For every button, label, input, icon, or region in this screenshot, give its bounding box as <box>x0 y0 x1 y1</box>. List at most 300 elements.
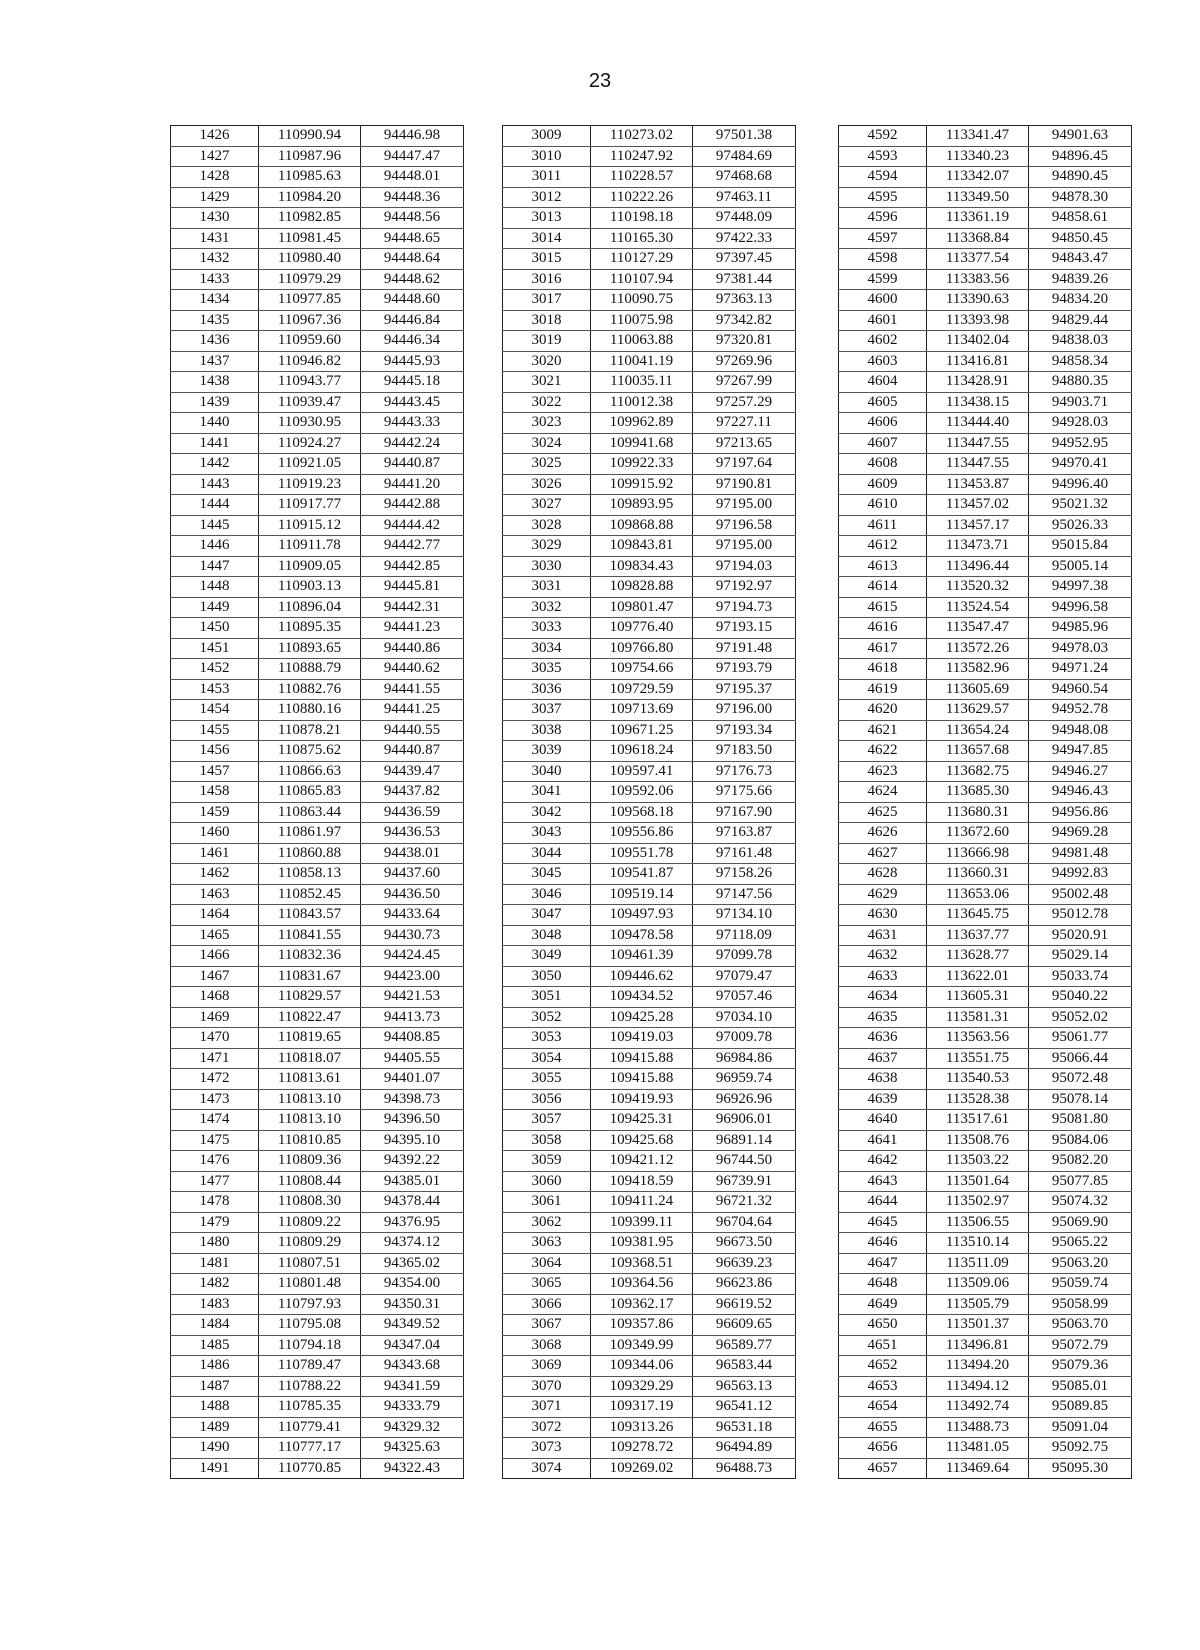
table-row <box>171 269 464 290</box>
y-coordinate-cell: 94948.08 <box>1029 720 1132 741</box>
x-coordinate-cell: 113341.47 <box>927 126 1029 147</box>
x-coordinate-cell: 110075.98 <box>591 310 693 331</box>
y-coordinate-cell: 94354.00 <box>361 1274 464 1295</box>
y-coordinate-cell: 94374.12 <box>361 1233 464 1254</box>
table-row <box>503 1438 796 1459</box>
y-coordinate-cell: 95059.74 <box>1029 1274 1132 1295</box>
y-coordinate-cell: 97194.73 <box>693 597 796 618</box>
table-row <box>171 1274 464 1295</box>
point-number-cell: 1454 <box>171 700 259 721</box>
point-number-cell: 1456 <box>171 741 259 762</box>
y-coordinate-cell: 94439.47 <box>361 761 464 782</box>
y-coordinate-cell: 94946.27 <box>1029 761 1132 782</box>
point-number-cell: 3067 <box>503 1315 591 1336</box>
y-coordinate-cell: 96926.96 <box>693 1089 796 1110</box>
y-coordinate-cell: 97118.09 <box>693 925 796 946</box>
x-coordinate-cell: 113572.26 <box>927 638 1029 659</box>
y-coordinate-cell: 95089.85 <box>1029 1397 1132 1418</box>
x-coordinate-cell: 109556.86 <box>591 823 693 844</box>
y-coordinate-cell: 97158.26 <box>693 864 796 885</box>
point-number-cell: 1474 <box>171 1110 259 1131</box>
point-number-cell: 3053 <box>503 1028 591 1049</box>
y-coordinate-cell: 94448.56 <box>361 208 464 229</box>
y-coordinate-cell: 94413.73 <box>361 1007 464 1028</box>
x-coordinate-cell: 113660.31 <box>927 864 1029 885</box>
x-coordinate-cell: 110921.05 <box>259 454 361 475</box>
y-coordinate-cell: 94981.48 <box>1029 843 1132 864</box>
y-coordinate-cell: 97468.68 <box>693 167 796 188</box>
x-coordinate-cell: 110946.82 <box>259 351 361 372</box>
table-row <box>171 515 464 536</box>
x-coordinate-cell: 109411.24 <box>591 1192 693 1213</box>
x-coordinate-cell: 109415.88 <box>591 1048 693 1069</box>
table-row <box>503 310 796 331</box>
y-coordinate-cell: 94442.85 <box>361 556 464 577</box>
table-row <box>171 392 464 413</box>
table-row <box>171 823 464 844</box>
table-row <box>171 1417 464 1438</box>
x-coordinate-cell: 113496.81 <box>927 1335 1029 1356</box>
x-coordinate-cell: 109313.26 <box>591 1417 693 1438</box>
table-row <box>839 208 1132 229</box>
table-row <box>839 1397 1132 1418</box>
point-number-cell: 3036 <box>503 679 591 700</box>
y-coordinate-cell: 96891.14 <box>693 1130 796 1151</box>
y-coordinate-cell: 95063.20 <box>1029 1253 1132 1274</box>
x-coordinate-cell: 109419.03 <box>591 1028 693 1049</box>
point-number-cell: 1445 <box>171 515 259 536</box>
point-number-cell: 4618 <box>839 659 927 680</box>
y-coordinate-cell: 97501.38 <box>693 126 796 147</box>
table-row <box>839 392 1132 413</box>
table-row <box>839 228 1132 249</box>
point-number-cell: 3064 <box>503 1253 591 1274</box>
point-number-cell: 4628 <box>839 864 927 885</box>
coordinate-table-1 <box>170 125 464 1479</box>
table-row <box>171 331 464 352</box>
y-coordinate-cell: 94421.53 <box>361 987 464 1008</box>
x-coordinate-cell: 113390.63 <box>927 290 1029 311</box>
x-coordinate-cell: 113551.75 <box>927 1048 1029 1069</box>
y-coordinate-cell: 94448.60 <box>361 290 464 311</box>
x-coordinate-cell: 110273.02 <box>591 126 693 147</box>
point-number-cell: 1486 <box>171 1356 259 1377</box>
point-number-cell: 4633 <box>839 966 927 987</box>
x-coordinate-cell: 113457.02 <box>927 495 1029 516</box>
point-number-cell: 3028 <box>503 515 591 536</box>
table-row <box>839 167 1132 188</box>
table-row <box>839 1069 1132 1090</box>
y-coordinate-cell: 96739.91 <box>693 1171 796 1192</box>
x-coordinate-cell: 110777.17 <box>259 1438 361 1459</box>
y-coordinate-cell: 97193.79 <box>693 659 796 680</box>
point-number-cell: 1487 <box>171 1376 259 1397</box>
x-coordinate-cell: 109461.39 <box>591 946 693 967</box>
x-coordinate-cell: 109541.87 <box>591 864 693 885</box>
point-number-cell: 4631 <box>839 925 927 946</box>
y-coordinate-cell: 96609.65 <box>693 1315 796 1336</box>
y-coordinate-cell: 94430.73 <box>361 925 464 946</box>
y-coordinate-cell: 94442.31 <box>361 597 464 618</box>
y-coordinate-cell: 94440.62 <box>361 659 464 680</box>
table-row <box>503 1048 796 1069</box>
x-coordinate-cell: 113393.98 <box>927 310 1029 331</box>
x-coordinate-cell: 113377.54 <box>927 249 1029 270</box>
point-number-cell: 3042 <box>503 802 591 823</box>
point-number-cell: 1482 <box>171 1274 259 1295</box>
table-row <box>503 1151 796 1172</box>
y-coordinate-cell: 95015.84 <box>1029 536 1132 557</box>
x-coordinate-cell: 110063.88 <box>591 331 693 352</box>
x-coordinate-cell: 110915.12 <box>259 515 361 536</box>
y-coordinate-cell: 97267.99 <box>693 372 796 393</box>
point-number-cell: 4612 <box>839 536 927 557</box>
table-row <box>839 372 1132 393</box>
y-coordinate-cell: 94441.55 <box>361 679 464 700</box>
table-row <box>839 843 1132 864</box>
point-number-cell: 3039 <box>503 741 591 762</box>
table-row <box>503 618 796 639</box>
y-coordinate-cell: 94858.34 <box>1029 351 1132 372</box>
point-number-cell: 1427 <box>171 146 259 167</box>
table-row <box>503 290 796 311</box>
table-row <box>171 843 464 864</box>
point-number-cell: 1443 <box>171 474 259 495</box>
point-number-cell: 4614 <box>839 577 927 598</box>
point-number-cell: 4626 <box>839 823 927 844</box>
y-coordinate-cell: 94437.82 <box>361 782 464 803</box>
table-row <box>839 905 1132 926</box>
x-coordinate-cell: 110819.65 <box>259 1028 361 1049</box>
x-coordinate-cell: 109425.28 <box>591 1007 693 1028</box>
table-row <box>503 249 796 270</box>
y-coordinate-cell: 97257.29 <box>693 392 796 413</box>
point-number-cell: 1476 <box>171 1151 259 1172</box>
point-number-cell: 1483 <box>171 1294 259 1315</box>
table-row <box>171 1376 464 1397</box>
y-coordinate-cell: 97190.81 <box>693 474 796 495</box>
point-number-cell: 4613 <box>839 556 927 577</box>
y-coordinate-cell: 94437.60 <box>361 864 464 885</box>
point-number-cell: 1442 <box>171 454 259 475</box>
point-number-cell: 3054 <box>503 1048 591 1069</box>
table-row <box>503 228 796 249</box>
table-row <box>171 187 464 208</box>
x-coordinate-cell: 110861.97 <box>259 823 361 844</box>
x-coordinate-cell: 113605.31 <box>927 987 1029 1008</box>
point-number-cell: 1435 <box>171 310 259 331</box>
x-coordinate-cell: 113383.56 <box>927 269 1029 290</box>
y-coordinate-cell: 95040.22 <box>1029 987 1132 1008</box>
y-coordinate-cell: 94341.59 <box>361 1376 464 1397</box>
y-coordinate-cell: 97057.46 <box>693 987 796 1008</box>
table-row <box>839 1192 1132 1213</box>
table-row <box>171 433 464 454</box>
y-coordinate-cell: 97163.87 <box>693 823 796 844</box>
table-row <box>171 1048 464 1069</box>
x-coordinate-cell: 110035.11 <box>591 372 693 393</box>
y-coordinate-cell: 97134.10 <box>693 905 796 926</box>
x-coordinate-cell: 113528.38 <box>927 1089 1029 1110</box>
x-coordinate-cell: 110843.57 <box>259 905 361 926</box>
point-number-cell: 4629 <box>839 884 927 905</box>
point-number-cell: 3037 <box>503 700 591 721</box>
point-number-cell: 1447 <box>171 556 259 577</box>
point-number-cell: 4656 <box>839 1438 927 1459</box>
x-coordinate-cell: 109597.41 <box>591 761 693 782</box>
y-coordinate-cell: 95085.01 <box>1029 1376 1132 1397</box>
y-coordinate-cell: 94448.01 <box>361 167 464 188</box>
table-row <box>503 1253 796 1274</box>
y-coordinate-cell: 97167.90 <box>693 802 796 823</box>
x-coordinate-cell: 110228.57 <box>591 167 693 188</box>
x-coordinate-cell: 113672.60 <box>927 823 1029 844</box>
x-coordinate-cell: 113628.77 <box>927 946 1029 967</box>
x-coordinate-cell: 109278.72 <box>591 1438 693 1459</box>
x-coordinate-cell: 110829.57 <box>259 987 361 1008</box>
y-coordinate-cell: 94947.85 <box>1029 741 1132 762</box>
table-row <box>839 884 1132 905</box>
x-coordinate-cell: 110797.93 <box>259 1294 361 1315</box>
x-coordinate-cell: 110788.22 <box>259 1376 361 1397</box>
x-coordinate-cell: 113402.04 <box>927 331 1029 352</box>
y-coordinate-cell: 95002.48 <box>1029 884 1132 905</box>
table-row <box>503 433 796 454</box>
y-coordinate-cell: 97269.96 <box>693 351 796 372</box>
table-row <box>839 720 1132 741</box>
y-coordinate-cell: 96619.52 <box>693 1294 796 1315</box>
table-row <box>503 741 796 762</box>
x-coordinate-cell: 110980.40 <box>259 249 361 270</box>
table-row <box>839 351 1132 372</box>
table-row <box>839 1007 1132 1028</box>
x-coordinate-cell: 110813.61 <box>259 1069 361 1090</box>
table-row <box>839 1253 1132 1274</box>
table-row <box>503 1356 796 1377</box>
table-row <box>839 413 1132 434</box>
y-coordinate-cell: 94329.32 <box>361 1417 464 1438</box>
table-row <box>503 987 796 1008</box>
point-number-cell: 4619 <box>839 679 927 700</box>
table-row <box>503 536 796 557</box>
point-number-cell: 4655 <box>839 1417 927 1438</box>
y-coordinate-cell: 97175.66 <box>693 782 796 803</box>
table-row <box>171 556 464 577</box>
y-coordinate-cell: 94325.63 <box>361 1438 464 1459</box>
x-coordinate-cell: 110896.04 <box>259 597 361 618</box>
point-number-cell: 4597 <box>839 228 927 249</box>
point-number-cell: 1469 <box>171 1007 259 1028</box>
x-coordinate-cell: 109357.86 <box>591 1315 693 1336</box>
x-coordinate-cell: 110809.36 <box>259 1151 361 1172</box>
table-row <box>171 126 464 147</box>
table-row <box>503 1315 796 1336</box>
y-coordinate-cell: 96906.01 <box>693 1110 796 1131</box>
x-coordinate-cell: 109893.95 <box>591 495 693 516</box>
x-coordinate-cell: 110985.63 <box>259 167 361 188</box>
x-coordinate-cell: 113547.47 <box>927 618 1029 639</box>
table-row <box>839 331 1132 352</box>
x-coordinate-cell: 110875.62 <box>259 741 361 762</box>
y-coordinate-cell: 95079.36 <box>1029 1356 1132 1377</box>
table-row <box>171 495 464 516</box>
y-coordinate-cell: 97195.00 <box>693 495 796 516</box>
table-row <box>503 843 796 864</box>
y-coordinate-cell: 94997.38 <box>1029 577 1132 598</box>
point-number-cell: 4609 <box>839 474 927 495</box>
point-number-cell: 1433 <box>171 269 259 290</box>
table-row <box>839 966 1132 987</box>
x-coordinate-cell: 110909.05 <box>259 556 361 577</box>
point-number-cell: 4615 <box>839 597 927 618</box>
table-row <box>503 1294 796 1315</box>
table-row <box>171 700 464 721</box>
x-coordinate-cell: 110979.29 <box>259 269 361 290</box>
y-coordinate-cell: 94971.24 <box>1029 659 1132 680</box>
point-number-cell: 3033 <box>503 618 591 639</box>
y-coordinate-cell: 94448.65 <box>361 228 464 249</box>
y-coordinate-cell: 94448.62 <box>361 269 464 290</box>
y-coordinate-cell: 94445.18 <box>361 372 464 393</box>
point-number-cell: 4650 <box>839 1315 927 1336</box>
point-number-cell: 3021 <box>503 372 591 393</box>
x-coordinate-cell: 113473.71 <box>927 536 1029 557</box>
x-coordinate-cell: 113508.76 <box>927 1130 1029 1151</box>
point-number-cell: 3031 <box>503 577 591 598</box>
x-coordinate-cell: 109421.12 <box>591 1151 693 1172</box>
x-coordinate-cell: 110770.85 <box>259 1458 361 1479</box>
y-coordinate-cell: 94322.43 <box>361 1458 464 1479</box>
x-coordinate-cell: 109415.88 <box>591 1069 693 1090</box>
table-row <box>839 1171 1132 1192</box>
x-coordinate-cell: 110917.77 <box>259 495 361 516</box>
y-coordinate-cell: 94985.96 <box>1029 618 1132 639</box>
point-number-cell: 4607 <box>839 433 927 454</box>
y-coordinate-cell: 94442.88 <box>361 495 464 516</box>
table-row <box>171 597 464 618</box>
x-coordinate-cell: 110967.36 <box>259 310 361 331</box>
y-coordinate-cell: 94444.42 <box>361 515 464 536</box>
table-row <box>171 638 464 659</box>
table-row <box>503 1089 796 1110</box>
y-coordinate-cell: 94392.22 <box>361 1151 464 1172</box>
x-coordinate-cell: 109551.78 <box>591 843 693 864</box>
x-coordinate-cell: 113653.06 <box>927 884 1029 905</box>
y-coordinate-cell: 94446.34 <box>361 331 464 352</box>
x-coordinate-cell: 113494.20 <box>927 1356 1029 1377</box>
x-coordinate-cell: 109344.06 <box>591 1356 693 1377</box>
x-coordinate-cell: 113509.06 <box>927 1274 1029 1295</box>
table-row <box>503 1171 796 1192</box>
y-coordinate-cell: 96721.32 <box>693 1192 796 1213</box>
table-row <box>839 638 1132 659</box>
point-number-cell: 3026 <box>503 474 591 495</box>
x-coordinate-cell: 109941.68 <box>591 433 693 454</box>
y-coordinate-cell: 94433.64 <box>361 905 464 926</box>
table-row <box>171 1315 464 1336</box>
x-coordinate-cell: 113494.12 <box>927 1376 1029 1397</box>
y-coordinate-cell: 94440.87 <box>361 454 464 475</box>
y-coordinate-cell: 96704.64 <box>693 1212 796 1233</box>
x-coordinate-cell: 113505.79 <box>927 1294 1029 1315</box>
x-coordinate-cell: 110882.76 <box>259 679 361 700</box>
point-number-cell: 3066 <box>503 1294 591 1315</box>
point-number-cell: 3020 <box>503 351 591 372</box>
x-coordinate-cell: 113453.87 <box>927 474 1029 495</box>
point-number-cell: 4625 <box>839 802 927 823</box>
table-row <box>839 1417 1132 1438</box>
y-coordinate-cell: 94443.33 <box>361 413 464 434</box>
table-row <box>171 618 464 639</box>
point-number-cell: 1464 <box>171 905 259 926</box>
x-coordinate-cell: 110127.29 <box>591 249 693 270</box>
point-number-cell: 1458 <box>171 782 259 803</box>
coordinate-table-3 <box>838 125 1132 1479</box>
table-row <box>503 187 796 208</box>
x-coordinate-cell: 110832.36 <box>259 946 361 967</box>
table-row <box>171 1212 464 1233</box>
x-coordinate-cell: 109801.47 <box>591 597 693 618</box>
y-coordinate-cell: 96531.18 <box>693 1417 796 1438</box>
table-row <box>503 905 796 926</box>
x-coordinate-cell: 110247.92 <box>591 146 693 167</box>
table-row <box>839 618 1132 639</box>
table-row <box>839 823 1132 844</box>
point-number-cell: 3022 <box>503 392 591 413</box>
table-row <box>503 1130 796 1151</box>
x-coordinate-cell: 113629.57 <box>927 700 1029 721</box>
x-coordinate-cell: 113340.23 <box>927 146 1029 167</box>
point-number-cell: 1459 <box>171 802 259 823</box>
y-coordinate-cell: 94956.86 <box>1029 802 1132 823</box>
y-coordinate-cell: 94878.30 <box>1029 187 1132 208</box>
y-coordinate-cell: 97034.10 <box>693 1007 796 1028</box>
table-row <box>503 946 796 967</box>
x-coordinate-cell: 113517.61 <box>927 1110 1029 1131</box>
point-number-cell: 1480 <box>171 1233 259 1254</box>
point-number-cell: 4595 <box>839 187 927 208</box>
y-coordinate-cell: 94423.00 <box>361 966 464 987</box>
x-coordinate-cell: 110981.45 <box>259 228 361 249</box>
y-coordinate-cell: 95029.14 <box>1029 946 1132 967</box>
point-number-cell: 4632 <box>839 946 927 967</box>
x-coordinate-cell: 113682.75 <box>927 761 1029 782</box>
point-number-cell: 1434 <box>171 290 259 311</box>
point-number-cell: 3009 <box>503 126 591 147</box>
point-number-cell: 1478 <box>171 1192 259 1213</box>
table-row <box>171 864 464 885</box>
y-coordinate-cell: 95061.77 <box>1029 1028 1132 1049</box>
point-number-cell: 4599 <box>839 269 927 290</box>
table-row <box>839 474 1132 495</box>
point-number-cell: 3011 <box>503 167 591 188</box>
point-number-cell: 1466 <box>171 946 259 967</box>
table-row <box>839 1212 1132 1233</box>
point-number-cell: 4646 <box>839 1233 927 1254</box>
x-coordinate-cell: 113637.77 <box>927 925 1029 946</box>
point-number-cell: 4643 <box>839 1171 927 1192</box>
y-coordinate-cell: 97196.00 <box>693 700 796 721</box>
point-number-cell: 4653 <box>839 1376 927 1397</box>
table-row <box>503 761 796 782</box>
x-coordinate-cell: 109828.88 <box>591 577 693 598</box>
y-coordinate-cell: 97227.11 <box>693 413 796 434</box>
point-number-cell: 4648 <box>839 1274 927 1295</box>
y-coordinate-cell: 94880.35 <box>1029 372 1132 393</box>
y-coordinate-cell: 97342.82 <box>693 310 796 331</box>
x-coordinate-cell: 110987.96 <box>259 146 361 167</box>
point-number-cell: 3062 <box>503 1212 591 1233</box>
